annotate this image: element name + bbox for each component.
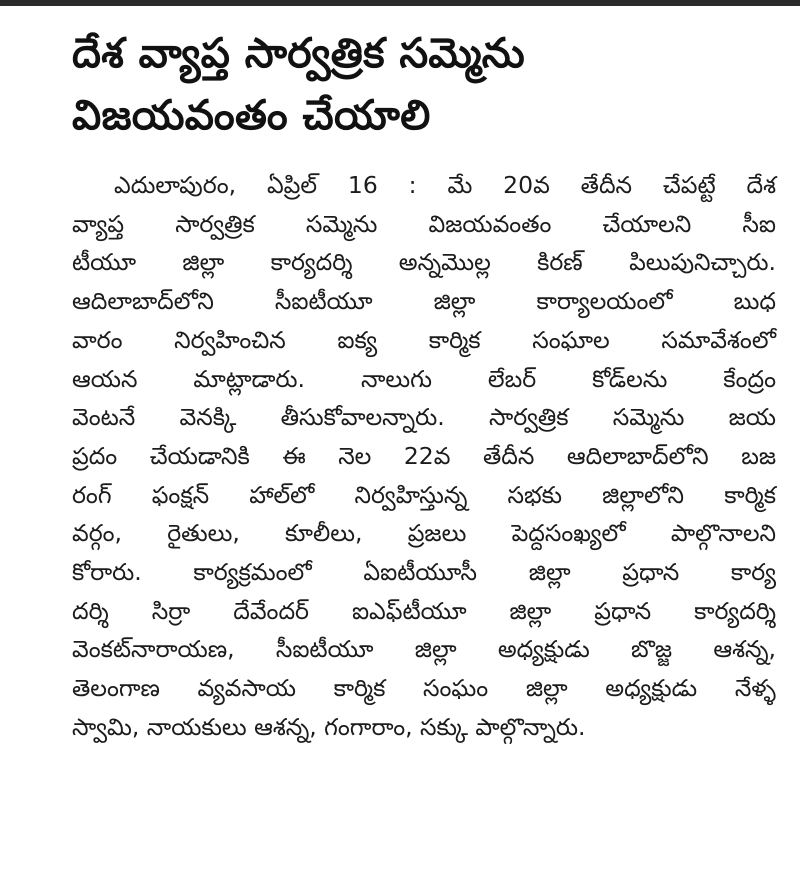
article-body — [72, 166, 776, 747]
body-line: రంగ్ ఫంక్షన్ హాల్‌లో నిర్వహిస్తున్న సభకు జిల్లాలోని కార్మిక — [72, 480, 776, 509]
headline — [72, 22, 776, 146]
body-line: వ్యాప్త సార్వత్రిక సమ్మెను విజయవంతం చేయాలని సీఐ — [72, 209, 776, 238]
news-article — [0, 22, 800, 747]
headline-line: విజయవంతం చేయాలి — [72, 91, 431, 139]
body-line: ప్రదం చేయడానికి ఈ నెల 22వ తేదీన ఆదిలాబాద్‌లోని బజ — [72, 441, 776, 470]
body-line: వెంకట్‌నారాయణ, సీఐటీయూ జిల్లా అధ్యక్షుడు బొజ్జ ఆశన్న, — [72, 635, 776, 664]
body-line: ఆయన మాట్లాడారు. నాలుగు లేబర్ కోడ్‌లను కేంద్రం — [72, 364, 776, 393]
body-line: తెలంగాణ వ్యవసాయ కార్మిక సంఘం జిల్లా అధ్యక్షుడు నేళ్ళ — [72, 674, 776, 703]
body-line: టీయూ జిల్లా కార్యదర్శి అన్నమొల్ల కిరణ్ పిలుపునిచ్చారు. — [72, 248, 776, 277]
body-line: ఆదిలాబాద్‌లోని సీఐటీయూ జిల్లా కార్యాలయంలో బుధ — [72, 287, 776, 316]
body-line: వారం నిర్వహించిన ఐక్య కార్మిక సంఘాల సమావేశంలో — [72, 325, 776, 354]
body-line: కోరారు. కార్యక్రమంలో ఏఐటీయూసీ జిల్లా ప్రధాన కార్య — [72, 558, 776, 587]
top-rule — [0, 0, 800, 6]
headline-line: దేశ వ్యాప్త సార్వత్రిక సమ్మెను — [72, 29, 526, 77]
body-line: ఎదులాపురం, ఏప్రిల్ 16 : మే 20వ తేదీన చేపట్టే దేశ — [114, 171, 776, 199]
body-line: దర్శి సిర్రా దేవేందర్ ఐఎఫ్‌టీయూ జిల్లా ప్రధాన కార్యదర్శి — [72, 596, 776, 625]
body-line: స్వామి, నాయకులు ఆశన్న, గంగారాం, సక్కు పాల్గొన్నారు. — [72, 712, 586, 741]
body-line: వర్గం, రైతులు, కూలీలు, ప్రజలు పెద్దసంఖ్యలో పాల్గొనాలని — [72, 519, 776, 548]
body-line: వెంటనే వెనక్కి తీసుకోవాలన్నారు. సార్వత్రిక సమ్మెను జయ — [72, 403, 776, 432]
